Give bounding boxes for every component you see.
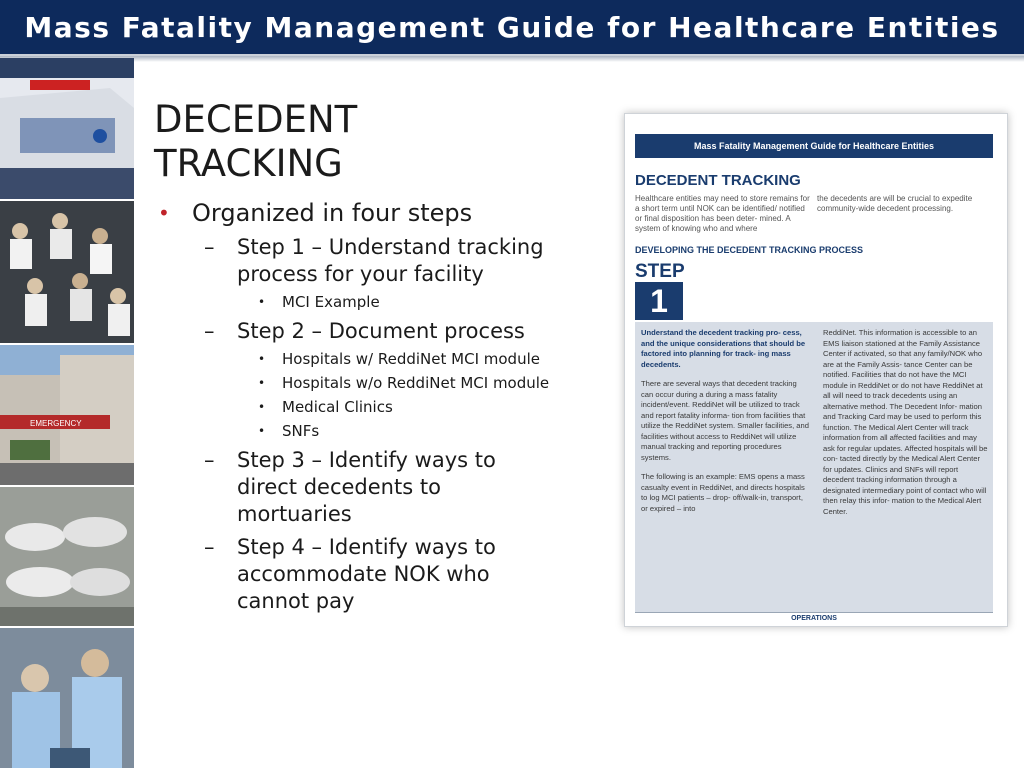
doc-header: Mass Fatality Management Guide for Healthcare Entities [635, 134, 993, 158]
svg-text:EMERGENCY: EMERGENCY [30, 419, 82, 428]
step-1-sub-1 [158, 292, 558, 312]
hospital-building-photo [0, 345, 134, 485]
doc-step-number: 1 [635, 282, 683, 320]
doc-lead: Understand the decedent tracking pro- cess, and the unique considerations that should be factored into planning for track- ing mass decedents. [641, 328, 806, 369]
photo-strip [0, 58, 134, 768]
document-thumbnail [624, 113, 1008, 627]
dot-marker: • [258, 400, 266, 414]
doc-para-2: The following is an example: EMS opens a mass casualty event in ReddiNet, and directs hospitals to log MCI patients – drop- off/walk-in, transport, or expired – into [641, 472, 805, 513]
doc-left-column [641, 328, 811, 523]
slide-title-line1: DECEDENT [154, 98, 358, 141]
header-banner [0, 0, 1024, 56]
step-2-sub-3 [158, 397, 558, 417]
dash-marker: – [204, 319, 215, 343]
dash-marker: – [204, 235, 215, 259]
bullet-text: Organized in four steps [192, 199, 473, 227]
doc-para-1: There are several ways that decedent tracking can occur during a during a mass fatality incident/event. ReddiNet will be utilized to track and report fatality informa- tion from facilities that utilize the ReddiNet system. Smaller facilities, and facilities without access to ReddiNet will utilize manual tracking and reporting procedures systems. [641, 379, 809, 462]
step-2-sub-1 [158, 349, 558, 369]
step-3 [158, 447, 558, 528]
dot-marker: • [258, 295, 266, 309]
step-2-sub-2-text: Hospitals w/o ReddiNet MCI module [282, 374, 550, 392]
dot-marker: • [258, 424, 266, 438]
bullet-marker: • [158, 201, 170, 225]
bullet-list [158, 198, 578, 615]
step-1 [158, 234, 558, 288]
step-1-text: Step 1 – Understand tracking process for your facility [237, 235, 544, 286]
banner-title: Mass Fatality Management Guide for Healthcare Entities [24, 10, 1000, 44]
dash-marker: – [204, 448, 215, 472]
step-2-sub-2 [158, 373, 558, 393]
step-2-sub-4 [158, 421, 558, 441]
step-2 [158, 318, 558, 345]
doc-title: DECEDENT TRACKING [635, 172, 801, 189]
step-2-text: Step 2 – Document process [237, 319, 525, 343]
doc-right-text: ReddiNet. This information is accessible to an EMS liaison stationed at the Family Assistance Center if activated, so that any family/NOK who are at the Family Assis- tance Center can be notified. Facilities that do not have the MCI module in ReddiNet or do not have ReddiNet at all will need to track decedents using an alternative method. The Decedent Infor- mation and Tracking Card may be used to perform this function. The Medical Alert Center will track information from all affected facilities and may ask for regular updates. Affected hospitals will be con- tacted directly by the Medical Alert Center for updates. Clinics and SNFs will report decedent tracking information through a designated intermediary point of contact who will then relay this infor- mation to the Medical Alert Center. [823, 328, 988, 516]
doc-body-panel [635, 322, 993, 612]
doc-intro-left: Healthcare entities may need to store remains for a short term until NOK can be identified/ notified or final disposition has been deter- mined. A system of knowing who and where [635, 194, 810, 233]
doc-right-column [823, 328, 989, 526]
ambulance-photo [0, 58, 134, 199]
banner-divider [0, 56, 1024, 62]
doc-intro-right: the decedents are will be crucial to expedite community-wide decedent processing. [817, 194, 973, 213]
medical-staff-photo [0, 628, 134, 768]
bullet-main [158, 198, 578, 228]
dash-marker: – [204, 535, 215, 559]
step-3-text: Step 3 – Identify ways to direct decedents to mortuaries [237, 448, 496, 526]
dot-marker: • [258, 376, 266, 390]
doc-section-heading: DEVELOPING THE DECEDENT TRACKING PROCESS [635, 245, 864, 255]
doc-footer: OPERATIONS [635, 612, 993, 624]
step-4 [158, 534, 558, 615]
doc-step-badge [635, 262, 683, 320]
step-1-sub-1-text: MCI Example [282, 293, 380, 311]
slide-title [154, 98, 454, 186]
step-2-sub-4-text: SNFs [282, 422, 320, 440]
dot-marker: • [258, 352, 266, 366]
slide-title-line2: TRACKING [154, 142, 343, 185]
doc-step-word: STEP [635, 261, 685, 282]
body-bags-photo [0, 487, 134, 626]
step-4-text: Step 4 – Identify ways to accommodate NOK who cannot pay [237, 535, 496, 613]
step-2-sub-1-text: Hospitals w/ ReddiNet MCI module [282, 350, 540, 368]
step-2-sub-3-text: Medical Clinics [282, 398, 393, 416]
crowd-photo [0, 201, 134, 343]
